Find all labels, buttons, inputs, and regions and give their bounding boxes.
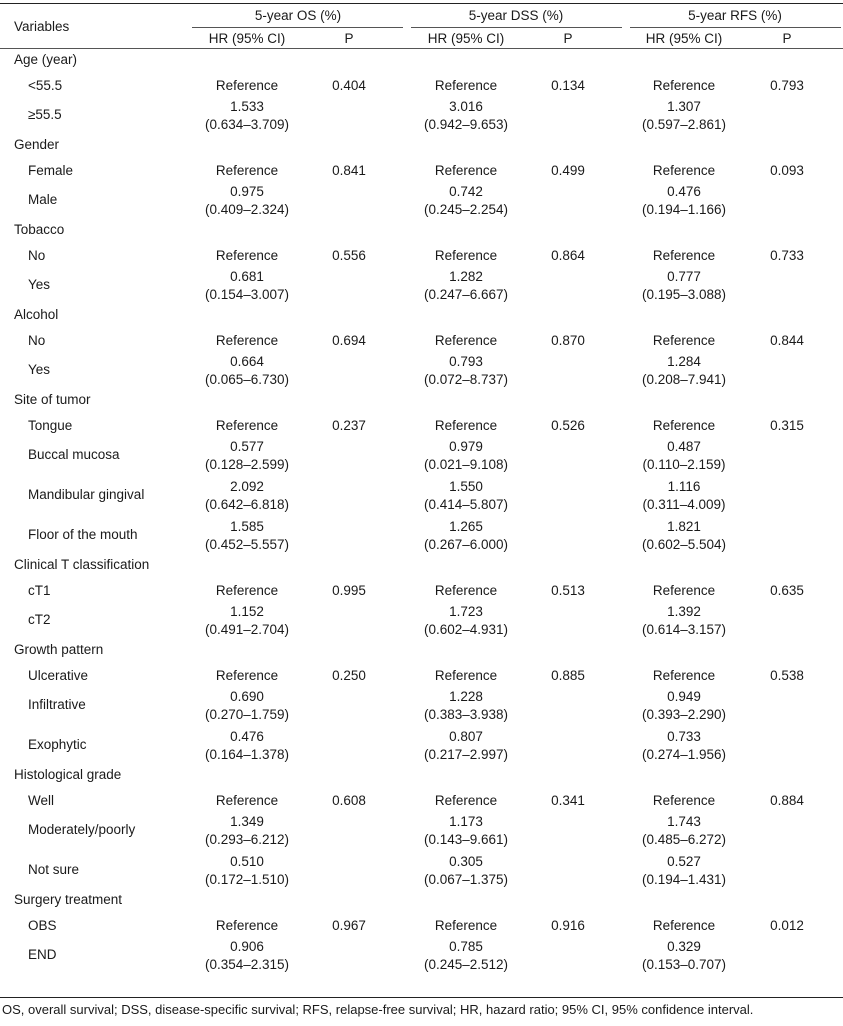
hr-cell: 0.329 <box>667 939 701 954</box>
ci-cell: (0.195–3.088) <box>641 287 727 302</box>
hr-cell: 0.527 <box>667 854 701 869</box>
category-label: Alcohol <box>14 307 59 322</box>
ci-cell: (0.065–6.730) <box>204 372 290 387</box>
category-label: Histological grade <box>14 767 122 782</box>
reference-cell: Reference <box>434 793 498 808</box>
ci-cell: (0.383–3.938) <box>423 707 509 722</box>
p-value-cell: 0.885 <box>551 668 585 683</box>
hr-cell: 1.307 <box>667 99 701 114</box>
hr-cell: 1.821 <box>667 519 701 534</box>
hr-cell: 1.116 <box>667 479 701 494</box>
reference-cell: Reference <box>434 248 498 263</box>
hr-cell: 0.510 <box>230 854 264 869</box>
ci-cell: (0.642–6.818) <box>204 497 290 512</box>
category-label: Tobacco <box>14 222 65 237</box>
row-label: Tongue <box>28 418 73 433</box>
reference-cell: Reference <box>434 583 498 598</box>
row-label: Female <box>28 163 74 178</box>
category-label: Growth pattern <box>14 642 104 657</box>
header-hr-os: HR (95% CI) <box>208 31 286 46</box>
ci-cell: (0.614–3.157) <box>641 622 727 637</box>
hr-cell: 0.793 <box>449 354 483 369</box>
row-label: Male <box>28 192 58 207</box>
reference-cell: Reference <box>215 668 279 683</box>
row-label: Floor of the mouth <box>28 527 138 542</box>
ci-cell: (0.208–7.941) <box>641 372 727 387</box>
ci-cell: (0.452–5.557) <box>204 537 290 552</box>
p-value-cell: 0.884 <box>770 793 804 808</box>
reference-cell: Reference <box>652 333 716 348</box>
row-label: Ulcerative <box>28 668 89 683</box>
category-label: Gender <box>14 137 60 152</box>
row-label: Not sure <box>28 862 80 877</box>
hr-cell: 0.476 <box>230 729 264 744</box>
hr-cell: 1.284 <box>667 354 701 369</box>
reference-cell: Reference <box>652 78 716 93</box>
reference-cell: Reference <box>215 918 279 933</box>
reference-cell: Reference <box>215 78 279 93</box>
hr-cell: 0.487 <box>667 439 701 454</box>
row-label: Infiltrative <box>28 697 86 712</box>
row-label: Buccal mucosa <box>28 447 120 462</box>
row-label: Yes <box>28 362 51 377</box>
p-value-cell: 0.513 <box>551 583 585 598</box>
p-value-cell: 0.526 <box>551 418 585 433</box>
hr-cell: 0.305 <box>449 854 483 869</box>
ci-cell: (0.293–6.212) <box>204 832 290 847</box>
p-value-cell: 0.556 <box>332 248 366 263</box>
hr-cell: 1.228 <box>449 689 483 704</box>
reference-cell: Reference <box>215 248 279 263</box>
p-value-cell: 0.844 <box>770 333 804 348</box>
ci-cell: (0.217–2.997) <box>423 747 509 762</box>
hr-cell: 0.690 <box>230 689 264 704</box>
hr-cell: 1.550 <box>449 479 483 494</box>
ci-cell: (0.128–2.599) <box>204 457 290 472</box>
p-value-cell: 0.404 <box>332 78 366 93</box>
p-value-cell: 0.237 <box>332 418 366 433</box>
ci-cell: (0.942–9.653) <box>423 117 509 132</box>
row-label: END <box>28 947 57 962</box>
header-rule <box>0 48 843 49</box>
hr-cell: 1.585 <box>230 519 264 534</box>
p-value-cell: 0.134 <box>551 78 585 93</box>
reference-cell: Reference <box>652 583 716 598</box>
ci-cell: (0.602–5.504) <box>641 537 727 552</box>
header-variables: Variables <box>14 19 70 34</box>
ci-cell: (0.491–2.704) <box>204 622 290 637</box>
p-value-cell: 0.608 <box>332 793 366 808</box>
ci-cell: (0.067–1.375) <box>423 872 509 887</box>
row-label: Exophytic <box>28 737 87 752</box>
p-value-cell: 0.793 <box>770 78 804 93</box>
row-label: <55.5 <box>28 78 63 93</box>
hr-cell: 0.949 <box>667 689 701 704</box>
ci-cell: (0.634–3.709) <box>204 117 290 132</box>
hr-cell: 0.476 <box>667 184 701 199</box>
hr-cell: 0.979 <box>449 439 483 454</box>
reference-cell: Reference <box>434 418 498 433</box>
p-value-cell: 0.250 <box>332 668 366 683</box>
row-label: Yes <box>28 277 51 292</box>
p-value-cell: 0.864 <box>551 248 585 263</box>
p-value-cell: 0.315 <box>770 418 804 433</box>
group-rule-os <box>192 27 403 28</box>
reference-cell: Reference <box>434 163 498 178</box>
row-label: Mandibular gingival <box>28 487 145 502</box>
p-value-cell: 0.733 <box>770 248 804 263</box>
category-label: Site of tumor <box>14 392 91 407</box>
header-group-os: 5-year OS (%) <box>254 8 342 23</box>
reference-cell: Reference <box>652 248 716 263</box>
bottom-rule <box>0 997 843 998</box>
hr-cell: 0.742 <box>449 184 483 199</box>
ci-cell: (0.110–2.159) <box>642 457 726 472</box>
reference-cell: Reference <box>652 163 716 178</box>
p-value-cell: 0.870 <box>551 333 585 348</box>
ci-cell: (0.274–1.956) <box>641 747 727 762</box>
ci-cell: (0.194–1.166) <box>641 202 727 217</box>
hr-cell: 1.533 <box>230 99 264 114</box>
ci-cell: (0.153–0.707) <box>641 957 727 972</box>
p-value-cell: 0.341 <box>551 793 585 808</box>
p-value-cell: 0.995 <box>332 583 366 598</box>
p-value-cell: 0.093 <box>770 163 804 178</box>
category-label: Clinical T classification <box>14 557 150 572</box>
category-label: Surgery treatment <box>14 892 123 907</box>
hr-cell: 0.975 <box>230 184 264 199</box>
reference-cell: Reference <box>215 163 279 178</box>
header-group-rfs: 5-year RFS (%) <box>688 8 782 23</box>
hr-cell: 1.743 <box>667 814 701 829</box>
reference-cell: Reference <box>652 918 716 933</box>
ci-cell: (0.164–1.378) <box>204 747 290 762</box>
reference-cell: Reference <box>652 668 716 683</box>
ci-cell: (0.154–3.007) <box>204 287 290 302</box>
top-rule <box>0 3 843 4</box>
hr-cell: 0.733 <box>667 729 701 744</box>
row-label: cT1 <box>28 583 51 598</box>
header-group-dss: 5-year DSS (%) <box>468 8 564 23</box>
header-p-dss: P <box>563 31 573 46</box>
hr-cell: 1.349 <box>230 814 264 829</box>
ci-cell: (0.143–9.661) <box>423 832 509 847</box>
ci-cell: (0.172–1.510) <box>204 872 290 887</box>
row-label: Well <box>28 793 55 808</box>
reference-cell: Reference <box>215 333 279 348</box>
ci-cell: (0.354–2.315) <box>204 957 290 972</box>
header-hr-rfs: HR (95% CI) <box>645 31 723 46</box>
row-label: OBS <box>28 918 57 933</box>
row-label: cT2 <box>28 612 51 627</box>
ci-cell: (0.393–2.290) <box>641 707 727 722</box>
reference-cell: Reference <box>652 418 716 433</box>
footnote: OS, overall survival; DSS, disease-specific survival; RFS, relapse-free survival; HR, hazard ratio; 95% CI, 95% confidence interval. <box>2 1002 754 1017</box>
hr-cell: 0.785 <box>449 939 483 954</box>
ci-cell: (0.267–6.000) <box>423 537 509 552</box>
row-label: No <box>28 333 46 348</box>
category-label: Age (year) <box>14 52 78 67</box>
p-value-cell: 0.499 <box>551 163 585 178</box>
hr-cell: 1.173 <box>449 814 483 829</box>
hr-cell: 3.016 <box>449 99 483 114</box>
ci-cell: (0.414–5.807) <box>423 497 509 512</box>
ci-cell: (0.245–2.254) <box>423 202 509 217</box>
ci-cell: (0.194–1.431) <box>641 872 727 887</box>
ci-cell: (0.485–6.272) <box>641 832 727 847</box>
hr-cell: 1.265 <box>449 519 483 534</box>
header-hr-dss: HR (95% CI) <box>427 31 505 46</box>
hr-cell: 0.777 <box>667 269 701 284</box>
hr-cell: 0.807 <box>449 729 483 744</box>
p-value-cell: 0.916 <box>551 918 585 933</box>
reference-cell: Reference <box>215 583 279 598</box>
ci-cell: (0.021–9.108) <box>423 457 509 472</box>
header-p-os: P <box>344 31 354 46</box>
group-rule-rfs <box>630 27 841 28</box>
header-p-rfs: P <box>782 31 792 46</box>
hr-cell: 1.723 <box>449 604 483 619</box>
p-value-cell: 0.635 <box>770 583 804 598</box>
row-label: ≥55.5 <box>28 107 62 122</box>
hr-cell: 2.092 <box>230 479 264 494</box>
ci-cell: (0.409–2.324) <box>204 202 290 217</box>
ci-cell: (0.270–1.759) <box>204 707 290 722</box>
reference-cell: Reference <box>434 668 498 683</box>
ci-cell: (0.602–4.931) <box>423 622 509 637</box>
group-rule-dss <box>411 27 622 28</box>
hr-cell: 0.664 <box>230 354 264 369</box>
ci-cell: (0.247–6.667) <box>423 287 509 302</box>
reference-cell: Reference <box>434 78 498 93</box>
ci-cell: (0.597–2.861) <box>641 117 727 132</box>
ci-cell: (0.072–8.737) <box>423 372 509 387</box>
hr-cell: 0.906 <box>230 939 264 954</box>
row-label: Moderately/poorly <box>28 822 136 837</box>
p-value-cell: 0.967 <box>332 918 366 933</box>
p-value-cell: 0.841 <box>332 163 366 178</box>
hr-cell: 1.152 <box>230 604 264 619</box>
reference-cell: Reference <box>434 918 498 933</box>
hr-cell: 1.392 <box>667 604 701 619</box>
ci-cell: (0.311–4.009) <box>642 497 726 512</box>
reference-cell: Reference <box>652 793 716 808</box>
hr-cell: 0.681 <box>230 269 264 284</box>
hr-cell: 1.282 <box>449 269 483 284</box>
ci-cell: (0.245–2.512) <box>423 957 509 972</box>
p-value-cell: 0.538 <box>770 668 804 683</box>
row-label: No <box>28 248 46 263</box>
reference-cell: Reference <box>434 333 498 348</box>
reference-cell: Reference <box>215 418 279 433</box>
p-value-cell: 0.012 <box>770 918 804 933</box>
p-value-cell: 0.694 <box>332 333 366 348</box>
reference-cell: Reference <box>215 793 279 808</box>
hr-cell: 0.577 <box>230 439 264 454</box>
